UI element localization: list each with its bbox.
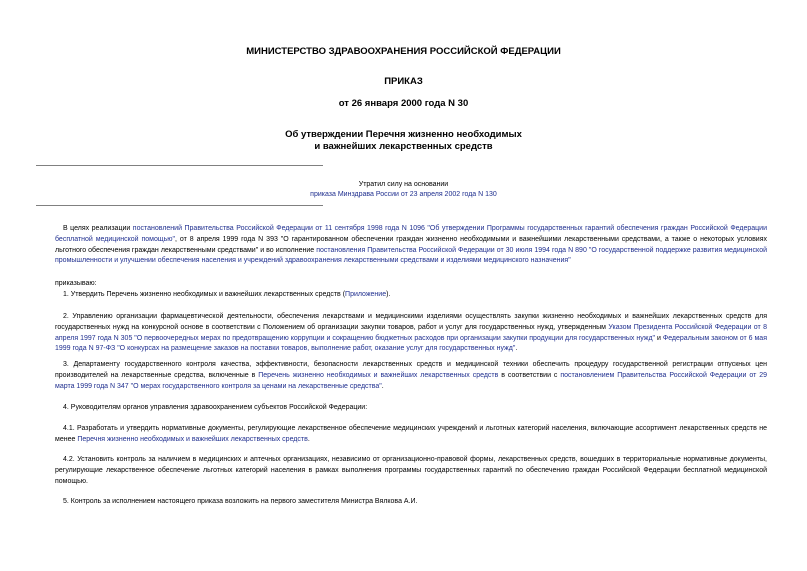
ministry-heading: МИНИСТЕРСТВО ЗДРАВООХРАНЕНИЯ РОССИЙСКОЙ ФЕДЕРАЦИИ — [246, 46, 561, 57]
date-line: от 26 января 2000 года N 30 — [338, 98, 469, 109]
bottom-divider — [36, 205, 323, 206]
federal-law-97fz-link[interactable]: Федеральным законом от 6 мая 1999 года N 97-ФЗ "О конкурсах на размещение заказов на поставки товаров, выполнение работ, оказание услуг для государственных нужд" — [55, 334, 767, 353]
top-divider — [36, 165, 323, 166]
government-decree-347-link[interactable]: постановлением Правительства Российской Федерации от 29 марта 1999 года N 347 "О мерах государственного контроля за ценами на лекарственные средства" — [55, 371, 768, 390]
government-decrees-1998-link[interactable]: постановлений Правительства Российской Федерации от 11 сентября 1998 года N 1096 "Об утверждении Программы государственных гарантий обеспечения граждан Российской Федерации бесплатной медицинской помощью" — [55, 225, 768, 243]
item-4-1: 4.1. Разработать и утвердить нормативные документы, регулирующие лекарственное обеспечение медицинских учреждений и льготных категорий населения, включающие ассортимент лекарственных средств не менее Перечня жизненно необходимых и важнейших лекарственных средств. — [55, 425, 767, 443]
appendix-link[interactable]: Приложение — [345, 291, 387, 298]
drug-list-link-2[interactable]: Перечня жизненно необходимых и важнейших лекарственных средств — [77, 435, 308, 443]
presidential-decree-link[interactable]: Указом Президента Российской Федерации от 8 апреля 1997 года N 305 "О первоочередных мерах по предотвращению коррупции и сокращению бюджетных расходов при организации закупки продукции для государственных нужд" — [55, 323, 767, 342]
doc-type-heading: ПРИКАЗ — [384, 76, 423, 87]
item-5: 5. Контроль за исполнением настоящего приказа возложить на первого заместителя Министра Вялкова А.И. — [63, 498, 418, 505]
preamble-paragraph: В целях реализации постановлений Правительства Российской Федерации от 11 сентября 1998 года N 1096 "Об утверждении Программы государственных гарантий обеспечения граждан Российской Федерации бесплатной медицинской помощью", от 8 апреля 1999 года N 393 "О гарантированном обеспечении граждан жизненно необходимыми и важнейшими лекарственными средствами, а также о некоторых условиях льготного обеспечения граждан лекарственными средствами" и во исполнение постановления Правительства Российской Федерации от 30 июля 1994 года N 890 "О государственной поддержке развития медицинской промышленности и улучшении обеспечения населения и учреждений здравоохранения лекарственными средствами и изделиями медицинского назначения" — [55, 225, 768, 265]
repeal-order-link[interactable]: приказа Минздрава России от 23 апреля 2002 года N 130 — [310, 191, 497, 198]
drug-list-link[interactable]: Перечень жизненно необходимых и важнейших лекарственных средств — [258, 371, 499, 379]
government-decree-1994-link[interactable]: постановления Правительства Российской Федерации от 30 июля 1994 года N 890 "О государственной поддержке развития медицинской промышленности и улучшении обеспечения населения и учреждений здравоохранения лекарственными средствами и изделиями медицинского назначения" — [55, 246, 767, 265]
status-note-line1: Утратил силу на основании — [358, 181, 449, 188]
title-line-2: и важнейших лекарственных средств — [314, 141, 493, 152]
item-1: 1. Утвердить Перечень жизненно необходимых и важнейших лекарственных средств (Приложение). — [63, 291, 391, 298]
item-4-2: 4.2. Установить контроль за наличием в медицинских и аптечных организациях, независимо от организационно-правовой формы, лекарственных средств, вошедших в территориальные нормативные документы, регулирующие лекарственное обеспечение льготных категорий населения в рамках выполнения программы государственных гарантий по обеспечению граждан Российской Федерации бесплатной медицинской помощью. — [55, 456, 767, 485]
order-word: приказываю: — [55, 280, 97, 287]
item-4: 4. Руководителям органов управления здравоохранением субъектов Российской Федерации: — [63, 404, 368, 411]
status-note-link-wrap — [0, 190, 807, 199]
title-line-1: Об утверждении Перечня жизненно необходимых — [285, 129, 522, 140]
item-3: 3. Департаменту государственного контроля качества, эффективности, безопасности лекарственных средств и медицинской техники обеспечить процедуру государственной регистрации отпускных цен производителей на лекарственные средства, включенные в Перечень жизненно необходимых и важнейших лекарственных средств в соответствии с постановлением Правительства Российской Федерации от 29 марта 1999 года N 347 "О мерах государственного контроля за ценами на лекарственные средства". — [55, 361, 768, 390]
item-2: 2. Управлению организации фармацевтической деятельности, обеспечения лекарствами и медицинскими изделиями осуществлять закупки жизненно необходимых и важнейших лекарственных средств для государственных нужд на конкурсной основе в соответствии с Положением об организации закупки товаров, работ и услуг для государственных нужд, утвержденным Указом Президента Российской Федерации от 8 апреля 1997 года N 305 "О первоочередных мерах по предотвращению коррупции и сокращению бюджетных расходов при организации закупки продукции для государственных нужд" и Федеральным законом от 6 мая 1999 года N 97-ФЗ "О конкурсах на размещение заказов на поставки товаров, выполнение работ, оказание услуг для государственных нужд". — [55, 313, 767, 353]
